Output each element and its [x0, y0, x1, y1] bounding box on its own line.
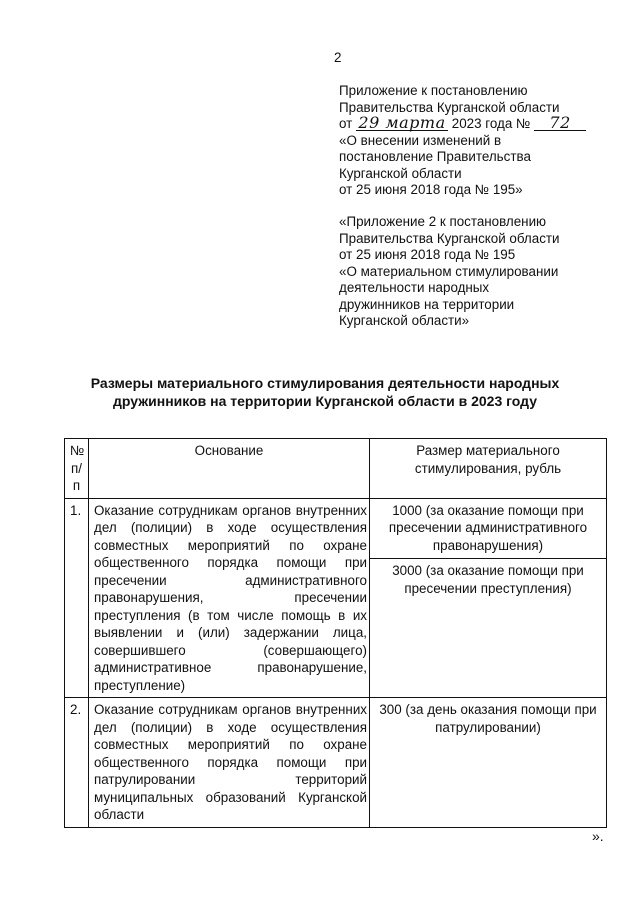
- appendix-line: от 25 июня 2018 года № 195»: [339, 182, 523, 197]
- closing-quote: ».: [592, 828, 604, 844]
- row-basis: Оказание сотрудникам органов внутренних дел (полиции) в ходе осуществления совместных мероприятий по охране общественного порядка помощи при пресечении административного правонарушения, пресечении преступления (в том числе помощь в их выявлении и (или) задержании лица, совершившего (совершающего) административное правонарушение, преступление): [89, 498, 370, 698]
- appendix-date-line: [339, 113, 599, 133]
- appendix-header-original: [339, 214, 599, 330]
- date-year-text: 2023 года №: [451, 116, 531, 131]
- header-basis: Основание: [89, 439, 370, 499]
- appendix-header-amendment: [339, 83, 599, 199]
- table-header-row: [65, 439, 607, 499]
- table-row: [65, 498, 607, 698]
- appendix-line: дружинников на территории: [339, 296, 515, 312]
- amount-item: 300 (за день оказания помощи при патрулировании): [370, 698, 607, 828]
- document-title: [60, 375, 590, 410]
- appendix-line: постановление Правительства: [339, 149, 531, 164]
- date-prefix: от: [339, 116, 353, 131]
- incentive-table: [64, 438, 607, 828]
- row-amounts: [370, 498, 607, 698]
- header-amount: Размер материального стимулирования, рубль: [370, 439, 607, 499]
- title-line: дружинников на территории Курганской области в 2023 году: [113, 392, 537, 409]
- handwritten-date: 29 марта: [356, 116, 448, 131]
- appendix-line: Курганской области»: [339, 313, 470, 328]
- row-number: 2.: [65, 698, 89, 828]
- handwritten-number: 72: [534, 116, 586, 131]
- appendix-line: «О материальном стимулировании: [339, 263, 559, 279]
- appendix-line: «Приложение 2 к постановлению: [339, 214, 547, 229]
- header-number: № п/п: [65, 439, 89, 499]
- appendix-line: Приложение к постановлению: [339, 83, 528, 98]
- appendix-line: от 25 июня 2018 года № 195: [339, 247, 516, 262]
- row-basis: Оказание сотрудникам органов внутренних дел (полиции) в ходе осуществления совместных мероприятий по охране общественного порядка помощи при патрулировании территорий муниципальных образований Курганской области: [89, 698, 370, 828]
- appendix-line: Курганской области: [339, 165, 462, 181]
- page-number: 2: [334, 50, 342, 65]
- amount-item: 1000 (за оказание помощи при пресечении административного правонарушения): [388, 502, 588, 553]
- row-number: 1.: [65, 498, 89, 698]
- appendix-line: деятельности народных: [339, 280, 490, 295]
- appendix-line: Правительства Курганской области: [339, 99, 560, 115]
- table-row: [65, 698, 607, 828]
- appendix-line: «О внесении изменений в: [339, 132, 502, 148]
- appendix-line: Правительства Курганской области: [339, 230, 560, 246]
- title-line: Размеры материального стимулирования деятельности народных: [90, 375, 560, 391]
- amount-item: 3000 (за оказание помощи при пресечении преступления): [370, 558, 606, 601]
